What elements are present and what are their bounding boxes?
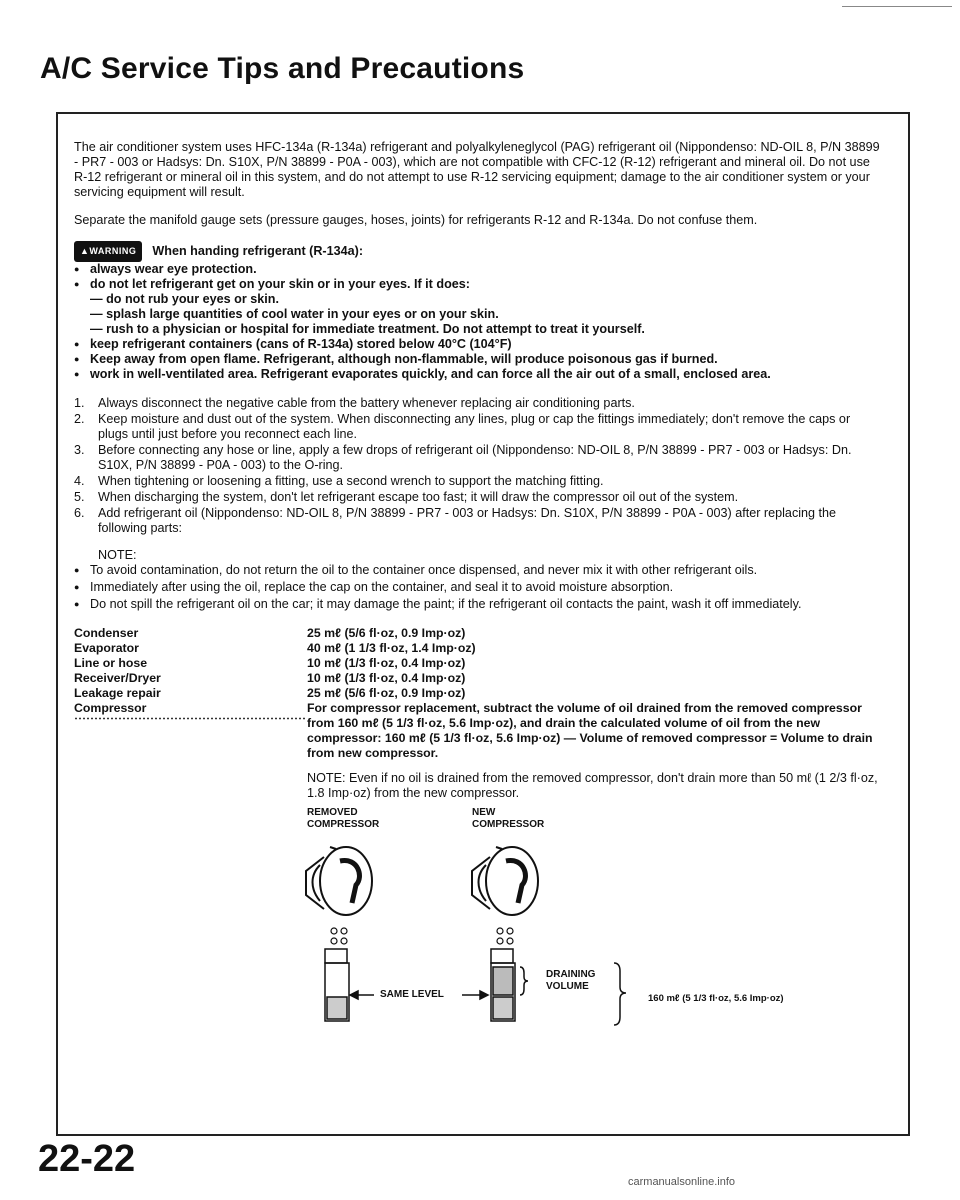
steps-list [74,396,880,536]
step-item [74,396,880,411]
spec-part: Condenser [74,626,307,641]
warning-heading [74,241,880,262]
spec-part: Compressor [74,701,307,761]
warning-list-2 [74,337,880,382]
note-item: ● Do not spill the refrigerant oil on the car; it may damage the paint; if the refrigerant oil contacts the paint, wash it off immediately. [74,597,880,612]
warning-item-text: do not let refrigerant get on your skin or in your eyes. If it does: [90,277,470,291]
step-number: 6. [74,506,85,520]
warning-subitem: — do not rub your eyes or skin. [90,292,279,306]
spec-part: Receiver/Dryer [74,671,307,686]
table-row [74,671,880,686]
spec-part: Line or hose [74,656,307,671]
spec-value: 25 mℓ (5/6 fl·oz, 0.9 Imp·oz) [307,626,466,640]
new-container [491,949,515,1021]
spec-part: Evaporator [74,641,307,656]
warning-item: ● keep refrigerant containers (cans of R-134a) stored below 40°C (104°F) [74,337,880,352]
compressor-note: NOTE: Even if no oil is drained from the removed compressor, don't drain more than 50 mℓ (1 2/3 fl·oz, 1.8 Imp·oz) from the new compressor. [307,771,878,800]
removed-container [325,949,349,1021]
warning-badge: ▲WARNING [74,241,142,262]
table-row [74,701,880,761]
step-item [74,506,880,536]
step-text: When discharging the system, don't let refrigerant escape too fast; it will draw the compressor oil out of the system. [98,490,739,504]
spec-value: 25 mℓ (5/6 fl·oz, 0.9 Imp·oz) [307,686,466,700]
note-label: NOTE: [98,548,137,562]
step-text: Keep moisture and dust out of the system. When disconnecting any lines, plug or cap the fittings immediately; don't remove the caps or plugs until just before you reconnect each line. [98,412,851,441]
step-text: Before connecting any hose or line, apply a few drops of refrigerant oil (Nippondenso: ND-OIL 8, P/N 38899 - PR7 - 003 or Hadsys: Dn. S10X, P/N 38899 - P0A - 003) to the O-ring. [98,443,852,472]
warning-item: ● work in well-ventilated area. Refrigerant evaporates quickly, and can force all the air out of a small, enclosed area. [74,367,880,382]
separate-paragraph: Separate the manifold gauge sets (pressure gauges, hoses, joints) for refrigerants R-12 and R-134a. Do not confuse them. [74,213,758,227]
spec-part: Leakage repair [74,686,307,701]
content-frame [56,112,910,1136]
page-number: 22-22 [38,1138,136,1180]
new-drops [497,928,513,944]
step-number: 3. [74,443,85,457]
step-item [74,443,880,473]
new-compressor [472,847,538,915]
spec-value: 40 mℓ (1 1/3 fl·oz, 1.4 Imp·oz) [307,641,476,655]
page-title: A/C Service Tips and Precautions [40,52,525,85]
step-text: When tightening or loosening a fitting, use a second wrench to support the matching fitting. [98,474,604,488]
table-row [74,686,880,701]
step-item [74,412,880,442]
step-number: 4. [74,474,85,488]
same-level-label: SAME LEVEL [380,989,444,1000]
oil-drain-diagram [74,807,880,1047]
note-item: ● To avoid contamination, do not return the oil to the container once dispensed, and never mix it with other refrigerant oils. [74,563,880,578]
step-number: 5. [74,490,85,504]
warning-item: ● always wear eye protection. [74,262,880,277]
step-text: Always disconnect the negative cable from the battery whenever replacing air conditioning parts. [98,396,635,410]
warning-subitem: — rush to a physician or hospital for immediate treatment. Do not attempt to treat it yourself. [90,322,645,336]
step-number: 1. [74,396,85,410]
warning-block [74,241,880,382]
step-item [74,474,880,489]
step-number: 2. [74,412,85,426]
removed-compressor [306,847,372,915]
table-row [74,626,880,641]
step-item [74,490,880,505]
draining-brace [520,967,528,995]
table-row [74,656,880,671]
warning-heading-text: When handing refrigerant (R-134a): [152,244,364,258]
total-brace [614,963,626,1025]
removed-label: REMOVED COMPRESSOR [307,807,380,830]
removed-drops [331,928,347,944]
warning-sublist [74,292,880,337]
warning-item [74,277,880,292]
warning-subitem: — splash large quantities of cool water in your eyes or on your skin. [90,307,499,321]
total-volume-label: 160 mℓ (5 1/3 fl·oz, 5.6 Imp·oz) [648,993,784,1004]
note-list [74,563,880,612]
spec-value: For compressor replacement, subtract the volume of oil drained from the removed compressor from 160 mℓ (5 1/3 fl·oz, 5.6 Imp·oz), and drain the calculated volume of oil from the new compressor: 160 mℓ (5 1/3 fl·oz, 5.6 Imp·oz) — Volume of removed compressor = Volume to drain from new compressor. [307,701,873,760]
oil-spec-table [74,626,880,761]
new-label: NEW COMPRESSOR [472,807,545,830]
note-item: ● Immediately after using the oil, replace the cap on the container, and seal it to avoid moisture absorption. [74,580,880,595]
warning-list [74,262,880,292]
table-row [74,641,880,656]
footer-watermark: carmanualsonline.info [628,1176,736,1188]
warning-item: ● Keep away from open flame. Refrigerant, although non-flammable, will produce poisonous gas if burned. [74,352,880,367]
spec-value: 10 mℓ (1/3 fl·oz, 0.4 Imp·oz) [307,656,466,670]
header-rule [842,6,952,7]
draining-volume-label: DRAINING VOLUME [546,969,596,992]
spec-value: 10 mℓ (1/3 fl·oz, 0.4 Imp·oz) [307,671,466,685]
intro-paragraph: The air conditioner system uses HFC-134a (R-134a) refrigerant and polyalkyleneglycol (PAG) refrigerant oil (Nippondenso: ND-OIL 8, P/N 38899 - PR7 - 003 or Hadsys: Dn. S10X, P/N 38899 - P0A - 003), which are not compatible with CFC-12 (R-12) refrigerant and mineral oil. Do not use R-12 refrigerant or mineral oil in this system, and do not attempt to use R-12 servicing equipment; damage to the air conditioner system or your servicing equipment will result. [74,140,880,199]
compressor-diagram [74,827,894,1057]
step-text: Add refrigerant oil (Nippondenso: ND-OIL 8, P/N 38899 - PR7 - 003 or Hadsys: Dn. S10X, P/N 38899 - P0A - 003) after replacing the following parts: [98,506,837,535]
